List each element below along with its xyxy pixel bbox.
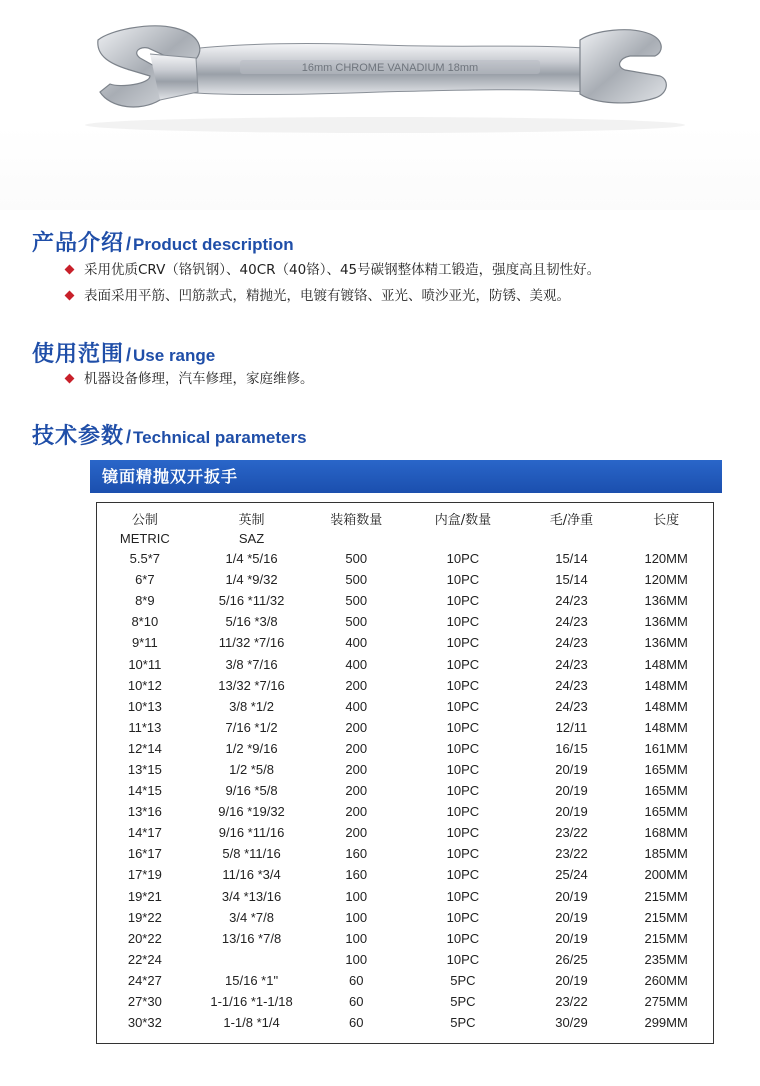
table-row [97,822,713,843]
subheader-cell [524,528,620,548]
length-cell: 299MM [644,1015,688,1031]
product-image [0,0,760,210]
inner-box-cell: 10PC [446,593,480,609]
header-weight: 毛/净重 [549,513,594,528]
length-cell: 120MM [644,551,688,567]
metric-cell: 13*16 [127,804,162,820]
imperial-cell: 1-1/16 *1-1/18 [210,994,293,1010]
carton-qty-cell: 200 [345,677,368,693]
weight-cell: 23/22 [555,825,588,841]
section-title-en: Use range [133,346,216,365]
weight-cell: 24/23 [555,593,588,609]
carton-qty-cell: 500 [345,614,368,630]
carton-qty-cell: 200 [345,825,368,841]
spec-table-frame [96,502,714,1044]
table-row [97,548,713,569]
carton-qty-cell: 60 [349,994,364,1010]
wrench-engraving: 16mm CHROME VANADIUM 18mm [301,62,479,74]
table-row [97,569,713,590]
carton-qty-cell: 160 [345,867,368,883]
length-cell: 148MM [644,677,688,693]
carton-qty-cell: 100 [345,930,368,946]
inner-box-cell: 10PC [446,572,480,588]
length-cell: 148MM [644,656,688,672]
length-cell: 161MM [644,740,688,756]
weight-cell: 20/19 [555,930,588,946]
imperial-cell: 13/32 *7/16 [218,677,285,693]
weight-cell: 24/23 [555,677,588,693]
metric-cell: 16*17 [127,846,162,862]
table-row [97,864,713,885]
weight-cell: 24/23 [555,635,588,651]
length-cell: 136MM [644,614,688,630]
inner-box-cell: 10PC [446,909,480,925]
weight-cell: 20/19 [555,761,588,777]
metric-cell: 10*11 [128,656,162,672]
imperial-cell: 11/16 *3/4 [222,867,281,883]
header-inner-box: 内盒/数量 [434,513,492,528]
imperial-cell: 5/8 *11/16 [222,846,281,862]
bullet-text: 采用优质CRV（铬钒钢）、40CR（40铬）、45号碳钢整体精工锻造，强度高且韧性好。 [84,262,601,278]
subheader-cell [619,528,713,548]
length-cell: 165MM [644,761,688,777]
technical-parameters-heading [32,419,307,450]
weight-cell: 16/15 [555,740,588,756]
weight-cell: 15/14 [555,572,588,588]
weight-cell: 24/23 [555,614,588,630]
inner-box-cell: 10PC [446,930,480,946]
metric-cell: 13*15 [127,761,162,777]
imperial-cell: 9/16 *19/32 [218,804,285,820]
length-cell: 136MM [644,635,688,651]
weight-cell: 25/24 [555,867,588,883]
imperial-cell: 5/16 *3/8 [225,614,278,630]
metric-cell: 8*10 [131,614,159,630]
metric-cell: 24*27 [127,972,162,988]
metric-cell: 20*22 [127,930,162,946]
inner-box-cell: 10PC [446,551,480,567]
table-row [97,843,713,864]
length-cell: 165MM [644,804,688,820]
imperial-cell: 9/16 *11/16 [218,825,285,841]
metric-cell: 9*11 [131,635,158,651]
imperial-cell: 1/2 *5/8 [229,761,274,777]
inner-box-cell: 10PC [446,951,480,967]
carton-qty-cell: 60 [349,972,364,988]
length-cell: 120MM [644,572,688,588]
metric-cell: 12*14 [127,740,162,756]
metric-cell: 22*24 [127,951,162,967]
inner-box-cell: 10PC [446,888,480,904]
length-cell: 275MM [644,994,688,1010]
inner-box-cell: 5PC [450,994,476,1010]
length-cell: 260MM [644,972,688,988]
weight-cell: 15/14 [555,551,588,567]
metric-cell: 11*13 [128,719,162,735]
length-cell: 235MM [644,951,688,967]
metric-cell: 19*22 [127,909,162,925]
weight-cell: 20/19 [555,804,588,820]
table-row [97,590,713,611]
table-row [97,717,713,738]
metric-cell: 17*19 [127,867,162,883]
section-title-zh: 技术参数 [32,424,125,449]
carton-qty-cell: 200 [345,804,368,820]
bullet-diamond-icon [65,291,75,301]
bullet-text: 表面采用平筋、凹筋款式，精抛光，电镀有镀铬、亚光、喷沙亚光，防锈、美观。 [84,288,570,304]
weight-cell: 20/19 [555,972,588,988]
weight-cell: 26/25 [555,951,588,967]
list-item [70,283,600,309]
carton-qty-cell: 400 [345,698,368,714]
imperial-cell: 15/16 *1" [225,972,279,988]
header-metric: 公制 [131,513,158,528]
imperial-cell: 3/8 *7/16 [225,656,278,672]
imperial-cell: 11/32 *7/16 [218,635,285,651]
imperial-cell: 1/4 *5/16 [225,551,278,567]
carton-qty-cell: 400 [345,635,368,651]
carton-qty-cell: 200 [345,783,368,799]
table-row [97,780,713,801]
length-cell: 215MM [644,930,688,946]
metric-cell: 6*7 [135,572,155,588]
length-cell: 215MM [644,909,688,925]
metric-cell: 19*21 [127,888,162,904]
header-length: 长度 [653,513,680,528]
weight-cell: 20/19 [555,909,588,925]
imperial-cell: 7/16 *1/2 [225,719,278,735]
bullet-diamond-icon [65,265,75,275]
table-row [97,696,713,717]
carton-qty-cell: 100 [345,888,368,904]
table-banner: 镜面精抛双开扳手 [90,460,722,493]
carton-qty-cell: 100 [345,951,368,967]
carton-qty-cell: 200 [345,761,368,777]
imperial-cell: 3/8 *1/2 [229,698,274,714]
metric-cell: 30*32 [127,1015,162,1031]
table-row [97,907,713,928]
use-range-heading [32,337,215,368]
carton-qty-cell: 100 [345,909,368,925]
weight-cell: 23/22 [555,846,588,862]
table-row [97,886,713,907]
header-imperial: 英制 [238,513,265,528]
section-title-en: Technical parameters [133,428,307,447]
length-cell: 148MM [644,719,688,735]
table-row [97,949,713,970]
weight-cell: 30/29 [555,1015,588,1031]
imperial-cell: 9/16 *5/8 [225,783,278,799]
imperial-cell: 3/4 *7/8 [229,909,274,925]
table-row [97,991,713,1012]
subheader-metric: METRIC [119,530,170,546]
weight-cell: 20/19 [555,783,588,799]
metric-cell: 14*15 [127,783,162,799]
table-row [97,675,713,696]
carton-qty-cell: 500 [345,572,368,588]
inner-box-cell: 10PC [446,825,480,841]
inner-box-cell: 10PC [446,719,480,735]
use-range-list [70,366,314,392]
table-header-row [97,509,713,528]
weight-cell: 20/19 [555,888,588,904]
inner-box-cell: 10PC [446,761,480,777]
metric-cell: 8*9 [135,593,155,609]
inner-box-cell: 10PC [446,783,480,799]
title-separator: / [126,345,132,365]
table-row [97,759,713,780]
product-description-heading [32,226,294,257]
title-separator: / [126,427,132,447]
inner-box-cell: 10PC [446,677,480,693]
carton-qty-cell: 200 [345,740,368,756]
table-row [97,1012,713,1033]
carton-qty-cell: 400 [345,656,368,672]
length-cell: 200MM [644,867,688,883]
imperial-cell: 1/2 *9/16 [225,740,278,756]
length-cell: 168MM [644,825,688,841]
spec-table [97,509,713,1033]
weight-cell: 24/23 [555,656,588,672]
product-description-list [70,257,600,309]
inner-box-cell: 10PC [446,740,480,756]
carton-qty-cell: 160 [345,846,368,862]
table-row [97,738,713,759]
title-separator: / [126,234,132,254]
inner-box-cell: 10PC [446,867,480,883]
imperial-cell: 13/16 *7/8 [221,930,282,946]
length-cell: 165MM [644,783,688,799]
carton-qty-cell: 60 [349,1015,364,1031]
bullet-text: 机器设备修理，汽车修理，家庭维修。 [84,371,314,387]
subheader-cell [402,528,524,548]
carton-qty-cell: 500 [345,593,368,609]
length-cell: 136MM [644,593,688,609]
length-cell: 148MM [644,698,688,714]
table-row [97,632,713,653]
weight-cell: 23/22 [555,994,588,1010]
inner-box-cell: 10PC [446,614,480,630]
subheader-cell [310,528,402,548]
metric-cell: 5.5*7 [129,551,161,567]
imperial-cell: 3/4 *13/16 [221,888,282,904]
length-cell: 185MM [644,846,688,862]
inner-box-cell: 10PC [446,698,480,714]
table-row [97,653,713,674]
list-item [70,257,600,283]
table-row [97,970,713,991]
header-carton-qty: 装箱数量 [330,513,383,528]
length-cell: 215MM [644,888,688,904]
imperial-cell [193,949,311,970]
spec-table-body [97,548,713,1033]
table-subheader-row [97,528,713,548]
inner-box-cell: 5PC [450,972,476,988]
table-row [97,928,713,949]
inner-box-cell: 10PC [446,635,480,651]
wrench-icon [0,0,760,210]
inner-box-cell: 10PC [446,804,480,820]
table-row [97,611,713,632]
metric-cell: 10*13 [127,698,162,714]
imperial-cell: 1-1/8 *1/4 [223,1015,280,1031]
section-title-zh: 产品介绍 [32,231,125,256]
inner-box-cell: 5PC [450,1015,476,1031]
inner-box-cell: 10PC [446,656,480,672]
metric-cell: 10*12 [127,677,162,693]
list-item [70,366,314,392]
bullet-diamond-icon [65,374,75,384]
weight-cell: 24/23 [555,698,588,714]
carton-qty-cell: 500 [345,551,368,567]
metric-cell: 14*17 [127,825,162,841]
table-row [97,801,713,822]
imperial-cell: 1/4 *9/32 [225,572,278,588]
metric-cell: 27*30 [127,994,162,1010]
section-title-en: Product description [133,235,294,254]
imperial-cell: 5/16 *11/32 [218,593,285,609]
weight-cell: 12/11 [555,719,588,735]
inner-box-cell: 10PC [446,846,480,862]
section-title-zh: 使用范围 [32,342,125,367]
carton-qty-cell: 200 [345,719,368,735]
subheader-imperial: SAZ [238,530,265,546]
